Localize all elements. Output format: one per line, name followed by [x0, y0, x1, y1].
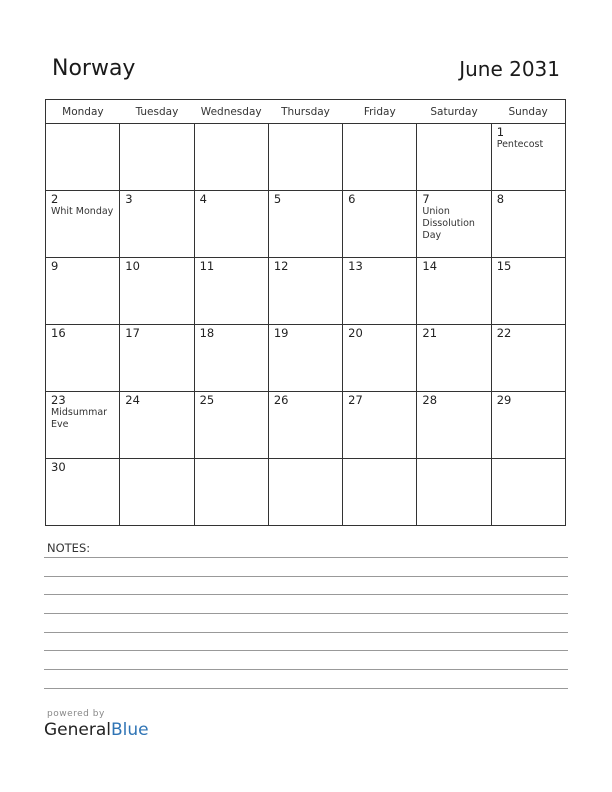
calendar-day-cell [343, 325, 417, 392]
calendar-day-cell [120, 325, 194, 392]
day-number: 13 [348, 259, 363, 273]
weekday-header-row [46, 100, 566, 124]
calendar-day-cell [343, 191, 417, 258]
day-number: 7 [422, 192, 430, 206]
day-number: 5 [273, 192, 282, 206]
calendar-day-cell [343, 392, 417, 459]
powered-by-text: powered by [47, 709, 105, 719]
calendar-day-cell [120, 124, 194, 191]
day-number: 16 [51, 326, 66, 340]
day-number: 26 [273, 393, 289, 407]
calendar-day-cell [268, 325, 342, 392]
day-number: 21 [422, 326, 438, 340]
brand-general: General [44, 720, 111, 740]
day-number: 25 [199, 393, 215, 407]
weekday-header: Friday [343, 100, 417, 124]
day-number: 6 [348, 192, 356, 206]
calendar-day-cell [120, 392, 194, 459]
calendar-week-row [46, 124, 566, 191]
weekday-header: Tuesday [120, 100, 194, 124]
holiday-label: Union Dissolution Day [422, 206, 475, 241]
calendar-day-cell [194, 124, 268, 191]
calendar-day-cell [343, 258, 417, 325]
day-number: 18 [199, 326, 215, 340]
weekday-header: Wednesday [194, 100, 268, 124]
calendar-day-cell [46, 459, 120, 526]
calendar-week-row [46, 325, 566, 392]
country-title: Norway [52, 56, 136, 81]
notes-line [44, 594, 568, 595]
day-number: 17 [125, 326, 140, 340]
calendar-week-row [46, 258, 566, 325]
day-number: 20 [348, 326, 363, 340]
calendar-day-cell [417, 258, 491, 325]
calendar-day-cell [194, 459, 268, 526]
calendar-day-cell [268, 392, 342, 459]
day-number: 23 [51, 393, 66, 407]
calendar-day-cell [194, 191, 268, 258]
calendar-day-cell [46, 325, 120, 392]
day-number: 27 [348, 393, 363, 407]
calendar-day-cell [120, 258, 194, 325]
brand-logo [44, 720, 149, 740]
weekday-header: Sunday [491, 100, 565, 124]
day-number: 29 [496, 393, 512, 407]
day-number: 1 [496, 125, 505, 139]
calendar-day-cell [417, 191, 491, 258]
calendar-day-cell [491, 459, 565, 526]
weekday-header: Saturday [417, 100, 491, 124]
calendar-day-cell [417, 124, 491, 191]
day-number: 3 [125, 192, 133, 206]
weekday-header: Thursday [268, 100, 342, 124]
calendar-day-cell [46, 124, 120, 191]
calendar-day-cell [46, 191, 120, 258]
day-number: 15 [496, 259, 512, 273]
calendar-day-cell [343, 459, 417, 526]
calendar-day-cell [417, 325, 491, 392]
day-number: 30 [51, 460, 66, 474]
day-number: 2 [51, 192, 59, 206]
notes-line [44, 669, 568, 670]
notes-line [44, 650, 568, 651]
day-number: 4 [199, 192, 207, 206]
calendar-grid [45, 99, 566, 526]
calendar-day-cell [268, 258, 342, 325]
weekday-header: Monday [46, 100, 120, 124]
calendar-day-cell [491, 392, 565, 459]
calendar-day-cell [491, 124, 565, 191]
holiday-label: Whit Monday [51, 206, 114, 217]
calendar-day-cell [268, 124, 342, 191]
day-number: 14 [422, 259, 438, 273]
notes-line [44, 613, 568, 614]
day-number: 12 [273, 259, 289, 273]
notes-line [44, 632, 568, 633]
calendar-day-cell [491, 258, 565, 325]
day-number: 8 [496, 192, 505, 206]
month-title: June 2031 [459, 57, 560, 81]
holiday-label: Midsummar Eve [51, 407, 108, 430]
calendar-day-cell [194, 392, 268, 459]
day-number: 10 [125, 259, 140, 273]
day-number: 11 [199, 259, 215, 273]
holiday-label: Pentecost [496, 139, 544, 150]
day-number: 28 [422, 393, 438, 407]
notes-label: NOTES: [47, 541, 91, 555]
calendar-day-cell [417, 392, 491, 459]
brand-blue: Blue [111, 720, 149, 740]
day-number: 24 [125, 393, 140, 407]
day-number: 9 [51, 259, 59, 273]
calendar-day-cell [268, 191, 342, 258]
calendar-day-cell [194, 325, 268, 392]
notes-line [44, 688, 568, 689]
calendar-day-cell [46, 258, 120, 325]
calendar-day-cell [491, 325, 565, 392]
day-number: 22 [496, 326, 512, 340]
calendar-week-row [46, 459, 566, 526]
calendar-day-cell [491, 191, 565, 258]
calendar-day-cell [343, 124, 417, 191]
calendar-day-cell [194, 258, 268, 325]
calendar-day-cell [417, 459, 491, 526]
day-number: 19 [273, 326, 289, 340]
notes-line [44, 576, 568, 577]
calendar-day-cell [268, 459, 342, 526]
calendar-week-row [46, 191, 566, 258]
calendar-day-cell [120, 459, 194, 526]
calendar-day-cell [120, 191, 194, 258]
calendar-day-cell [46, 392, 120, 459]
calendar-week-row [46, 392, 566, 459]
notes-line [44, 557, 568, 558]
